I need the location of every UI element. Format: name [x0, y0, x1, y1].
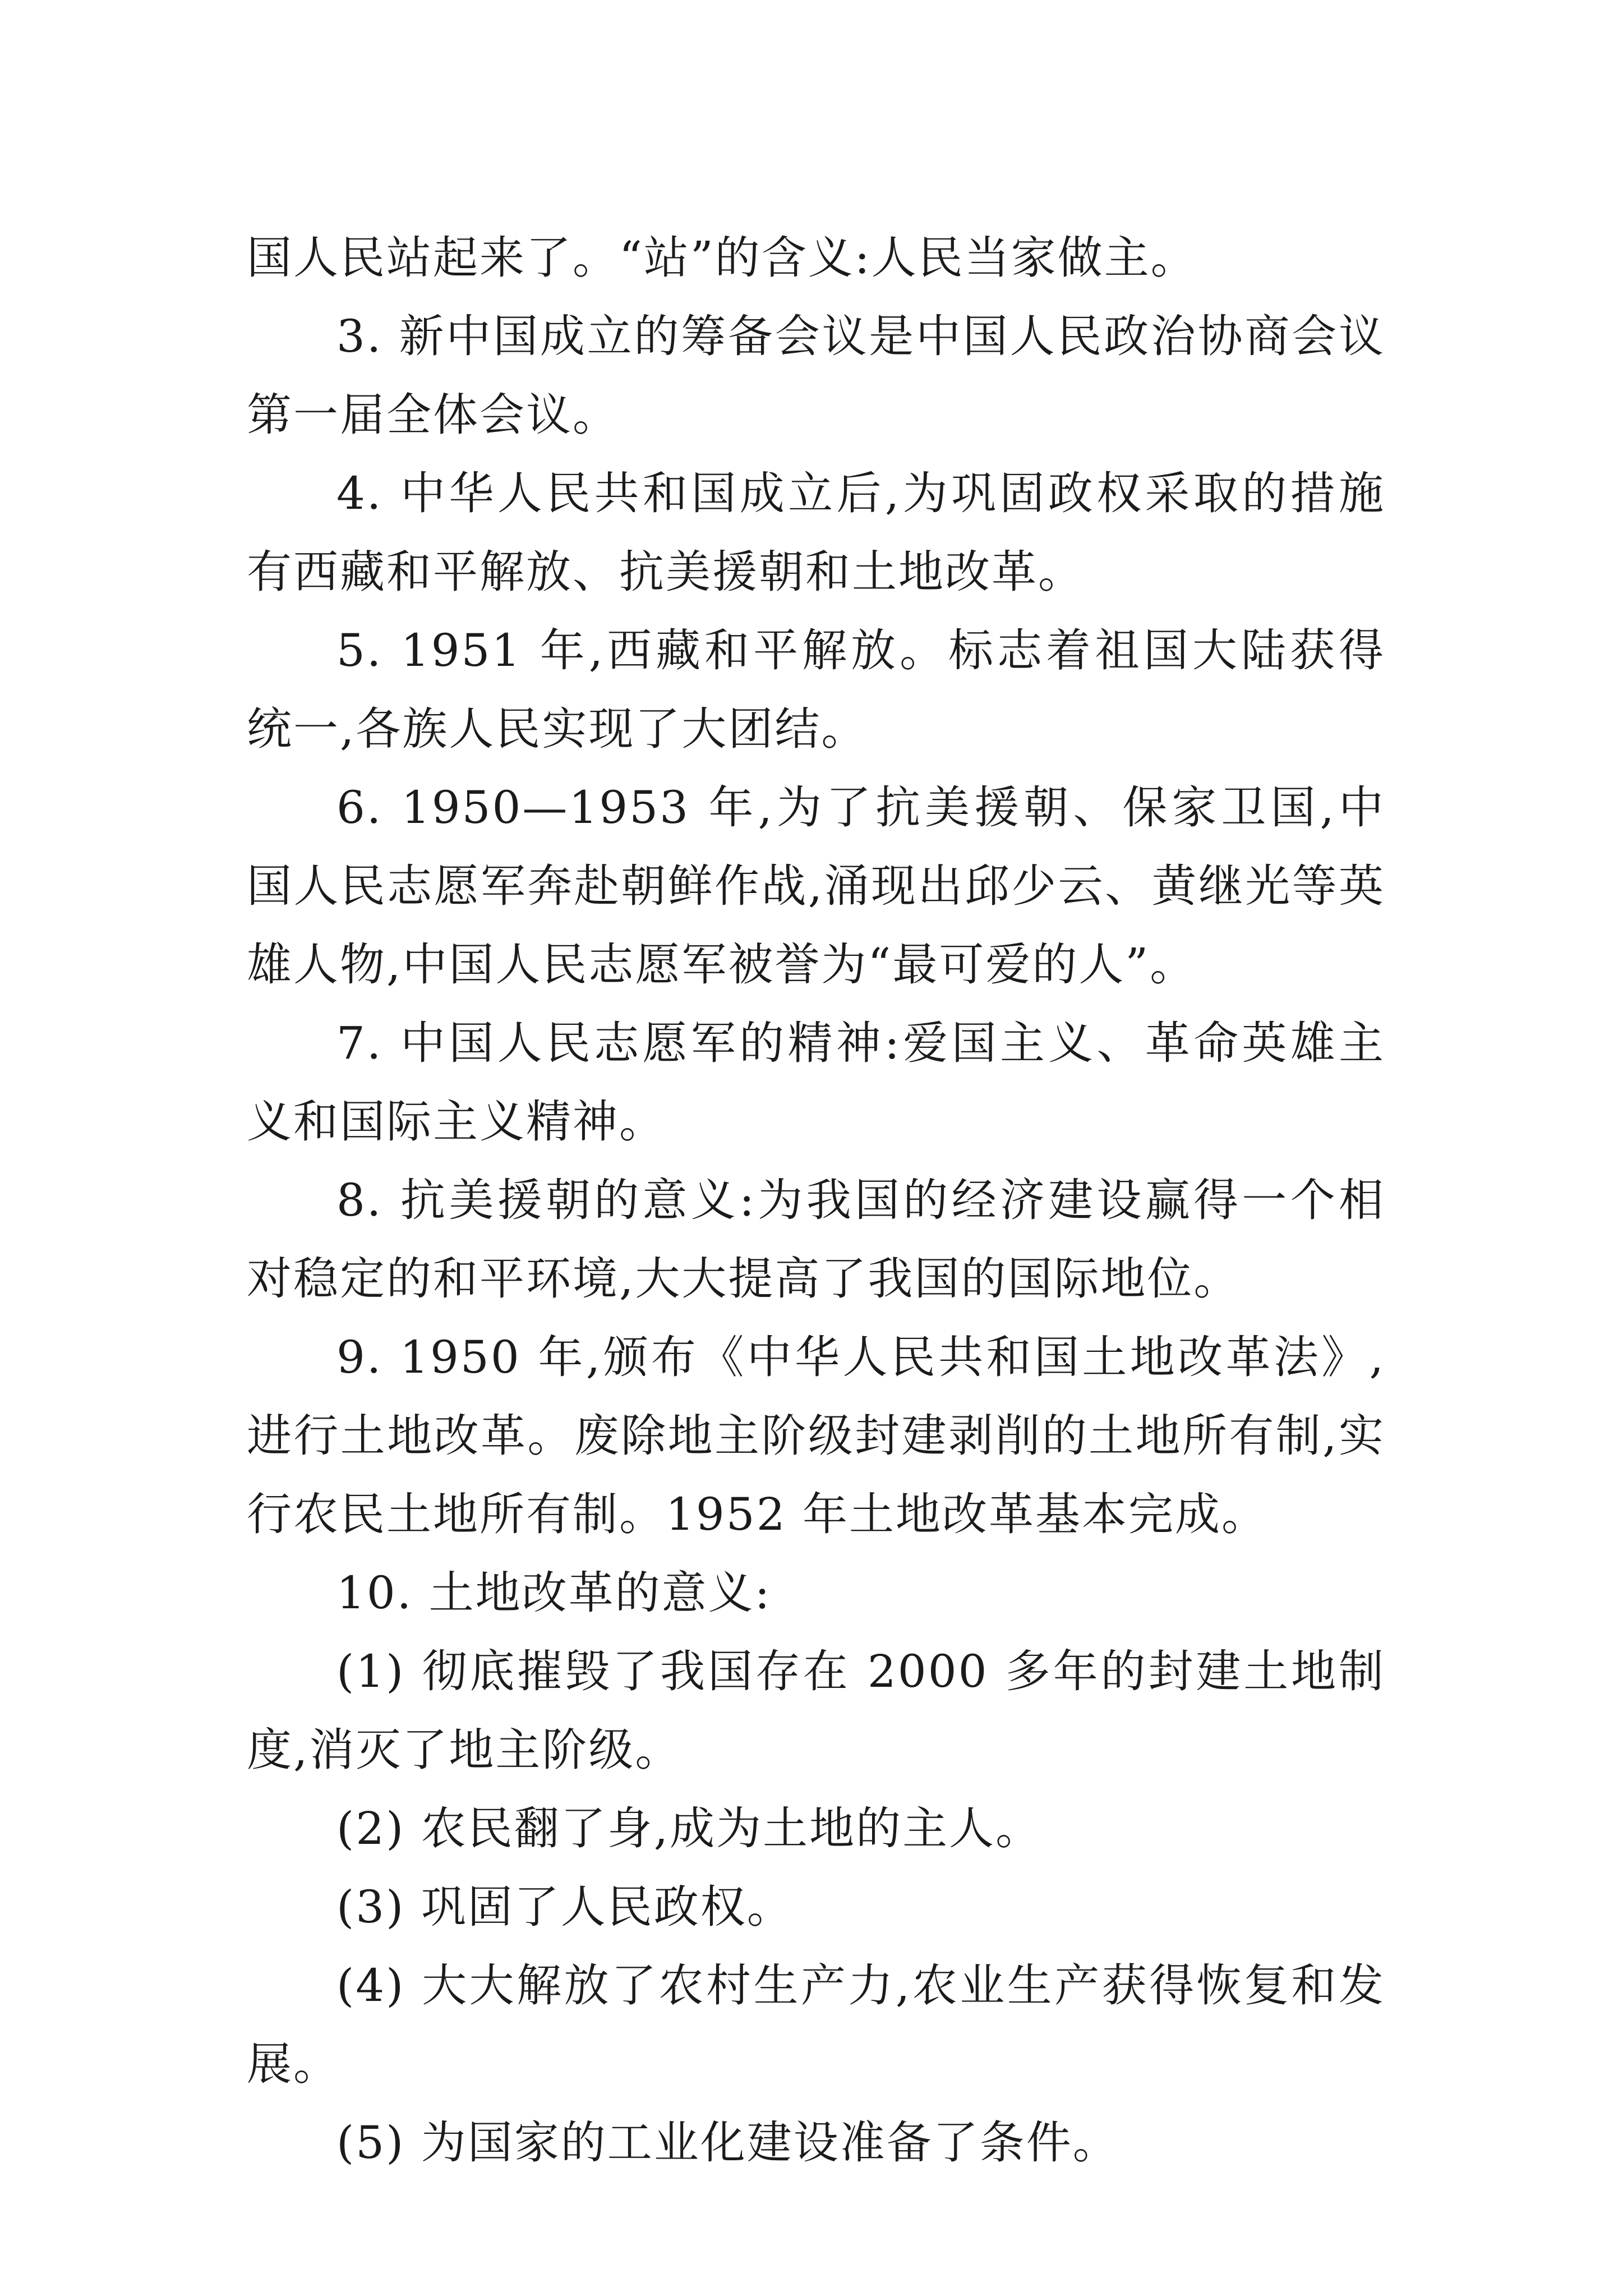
sub-item-1: (1) 彻底摧毁了我国存在 2000 多年的封建土地制度,消灭了地主阶级。 [247, 1645, 1385, 1776]
paragraph-item-6: 6. 1950—1953 年,为了抗美援朝、保家卫国,中国人民志愿军奔赴朝鲜作战,涌现出邱少云、黄继光等英雄人物,中国人民志愿军被誉为“最可爱的人”。 [247, 781, 1385, 991]
paragraph-item-10: 10. 土地改革的意义: [336, 1567, 772, 1619]
sub-item-5: (5) 为国家的工业化建设准备了条件。 [336, 2116, 1119, 2169]
paragraph-item-3: 3. 新中国成立的筹备会议是中国人民政治协商会议第一届全体会议。 [247, 310, 1385, 441]
paragraph-item-4: 4. 中华人民共和国成立后,为巩固政权采取的措施有西藏和平解放、抗美援朝和土地改革。 [247, 467, 1385, 598]
document-body [247, 219, 1385, 2182]
sub-item-3: (3) 巩固了人民政权。 [336, 1881, 794, 1933]
sub-item-4: (4) 大大解放了农村生产力,农业生产获得恢复和发展。 [247, 1959, 1385, 2090]
paragraph-item-5: 5. 1951 年,西藏和平解放。标志着祖国大陆获得统一,各族人民实现了大团结。 [247, 624, 1385, 755]
paragraph-item-8: 8. 抗美援朝的意义:为我国的经济建设赢得一个相对稳定的和平环境,大大提高了我国的国际地位。 [247, 1174, 1385, 1305]
paragraph-item-9: 9. 1950 年,颁布《中华人民共和国土地改革法》,进行土地改革。废除地主阶级封建剥削的土地所有制,实行农民土地所有制。1952 年土地改革基本完成。 [247, 1331, 1385, 1540]
sub-item-2: (2) 农民翻了身,成为土地的主人。 [336, 1802, 1043, 1855]
paragraph-item-7: 7. 中国人民志愿军的精神:爱国主义、革命英雄主义和国际主义精神。 [247, 1017, 1385, 1148]
paragraph-continuation: 国人民站起来了。“站”的含义:人民当家做主。 [247, 232, 1197, 284]
